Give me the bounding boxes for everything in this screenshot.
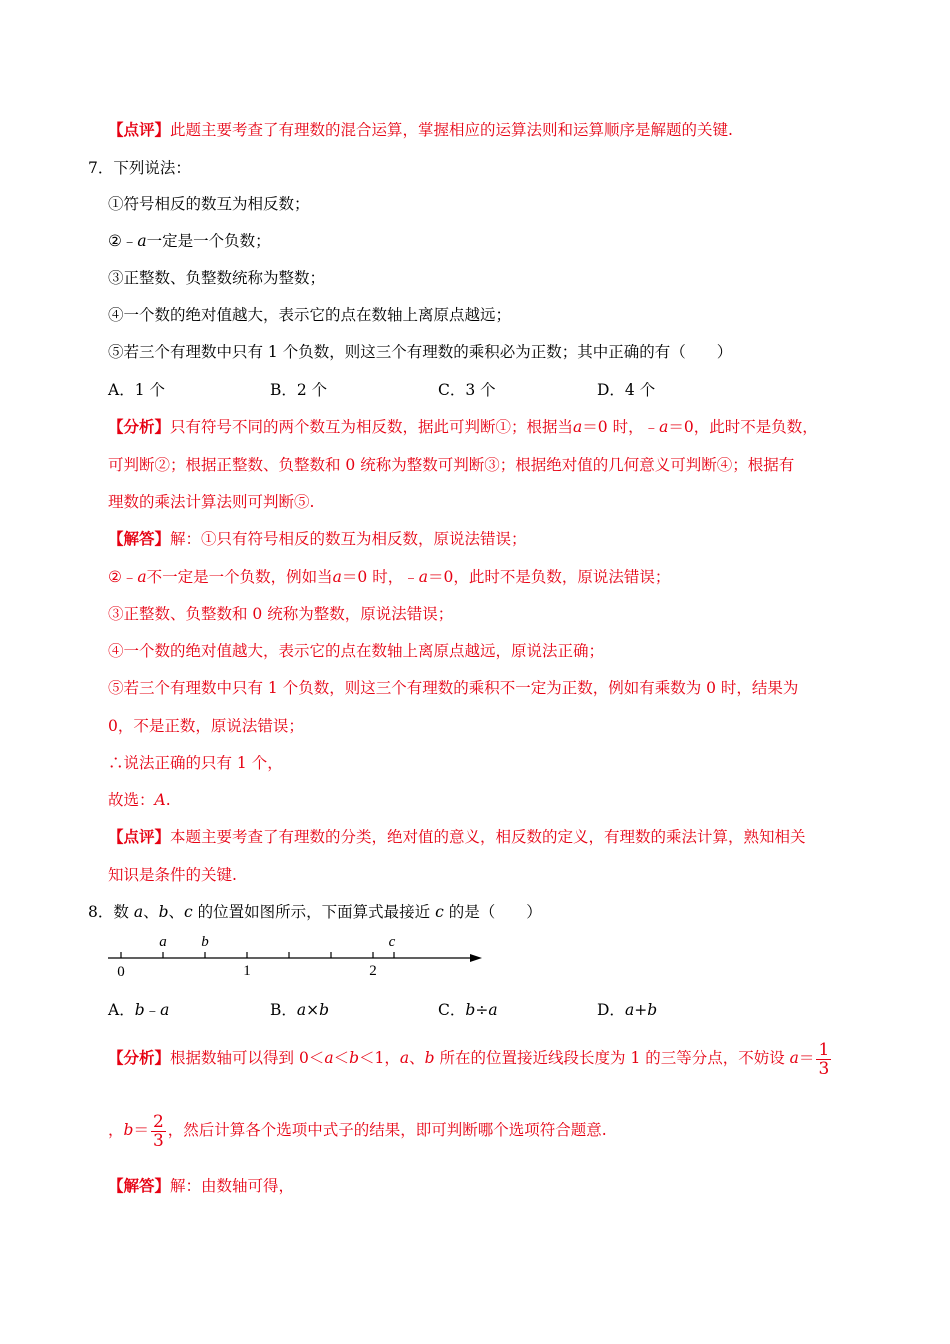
q7-comment-line1: 【点评】本题主要考查了有理数的分类，绝对值的意义，相反数的定义，有理数的乘法计算，熟知相关 [108,827,806,846]
comment-tag: 【点评】 [108,827,171,846]
option-a: A．1 个 [108,381,165,399]
option-b: B．2 个 [270,381,328,399]
label-two: 2 [369,963,377,979]
q7-analysis-line2: 可判断②；根据正整数、负整数和 0 统称为整数可判断③；根据绝对值的几何意义可判断④；根据有 [108,456,795,474]
analysis-tag: 【分析】 [108,1048,171,1067]
option-c: C．3 个 [438,381,496,399]
label-one: 1 [243,963,251,979]
comment-tag: 【点评】 [108,120,171,139]
q7-analysis-line3: 理数的乘法计算法则可判断⑤. [108,493,315,511]
option-d: D．4 个 [597,381,656,399]
answer-tag: 【解答】 [108,529,171,548]
fraction-two-thirds: $\frac{2}{3}$ [152,1111,164,1151]
question-8-stem: 8．数 a、b、c 的位置如图所示，下面算式最接近 c 的是（ ） [88,903,542,921]
question-7-stem: 7．下列说法： [88,159,191,177]
q8-analysis-line2: ，b＝ $\frac{2}{3}$ ，然后计算各个选项中式子的结果，即可判断哪个选项符合题意. [108,1111,607,1151]
q6-comment [108,120,733,140]
statement-3: ③正整数、负整数统称为整数； [108,269,326,287]
q7-answer-line4: ④一个数的绝对值越大，表示它的点在数轴上离原点越远，原说法正确； [108,642,605,660]
option-d: D．a+b [597,1001,658,1019]
q7-answer-line5: ⑤若三个有理数中只有 1 个负数，则这三个有理数的乘积不一定为正数，例如有乘数为 0 时，结果为 [108,679,799,697]
statement-2: ②﹣a一定是一个负数； [108,232,271,250]
label-zero: 0 [117,964,125,980]
option-b: B．a×b [270,1001,330,1019]
q7-answer-line7: ∴说法正确的只有 1 个， [108,754,283,772]
q8-analysis-line1: 【分析】根据数轴可以得到 0＜a＜b＜1，a、b 所在的位置接近线段长度为 1 的三等分点，不妨设 a＝ $\frac{1}{3}$ [108,1039,830,1079]
q7-answer-line3: ③正整数、负整数和 0 统称为整数，原说法错误； [108,605,454,623]
analysis-tag: 【分析】 [108,417,171,436]
label-b: b [201,934,209,950]
statement-4: ④一个数的绝对值越大，表示它的点在数轴上离原点越远； [108,306,512,324]
q7-answer-line8: 故选：A. [108,791,171,809]
option-c: C．b÷a [438,1001,498,1019]
option-a: A．b﹣a [108,1001,170,1019]
q8-answer-line1: 【解答】解：由数轴可得， [108,1176,295,1195]
q7-answer-line6: 0，不是正数，原说法错误； [108,717,304,735]
q7-answer-line2: ②﹣a不一定是一个负数，例如当a＝0 时，﹣a＝0，此时不是负数，原说法错误； [108,568,671,586]
label-c: c [388,934,396,950]
q7-analysis-line1: 【分析】只有符号不同的两个数互为相反数，据此可判断①；根据当a＝0 时，﹣a＝0，此时不是负数， [108,417,818,436]
number-line-figure [100,928,500,980]
axis-arrow [470,954,482,962]
q7-comment-line2: 知识是条件的关键. [108,866,237,884]
statement-1: ①符号相反的数互为相反数； [108,195,310,213]
statement-5: ⑤若三个有理数中只有 1 个负数，则这三个有理数的乘积必为正数；其中正确的有（ ） [108,343,733,361]
question-number: 8． [88,903,114,921]
question-number: 7． [88,159,114,177]
fraction-one-third: $\frac{1}{3}$ [818,1039,830,1079]
answer-tag: 【解答】 [108,1176,171,1195]
q7-answer-line1: 【解答】解：①只有符号相反的数互为相反数，原说法错误； [108,529,527,548]
comment-text: 此题主要考查了有理数的混合运算，掌握相应的运算法则和运算顺序是解题的关键. [170,121,733,139]
label-a: a [159,934,167,950]
